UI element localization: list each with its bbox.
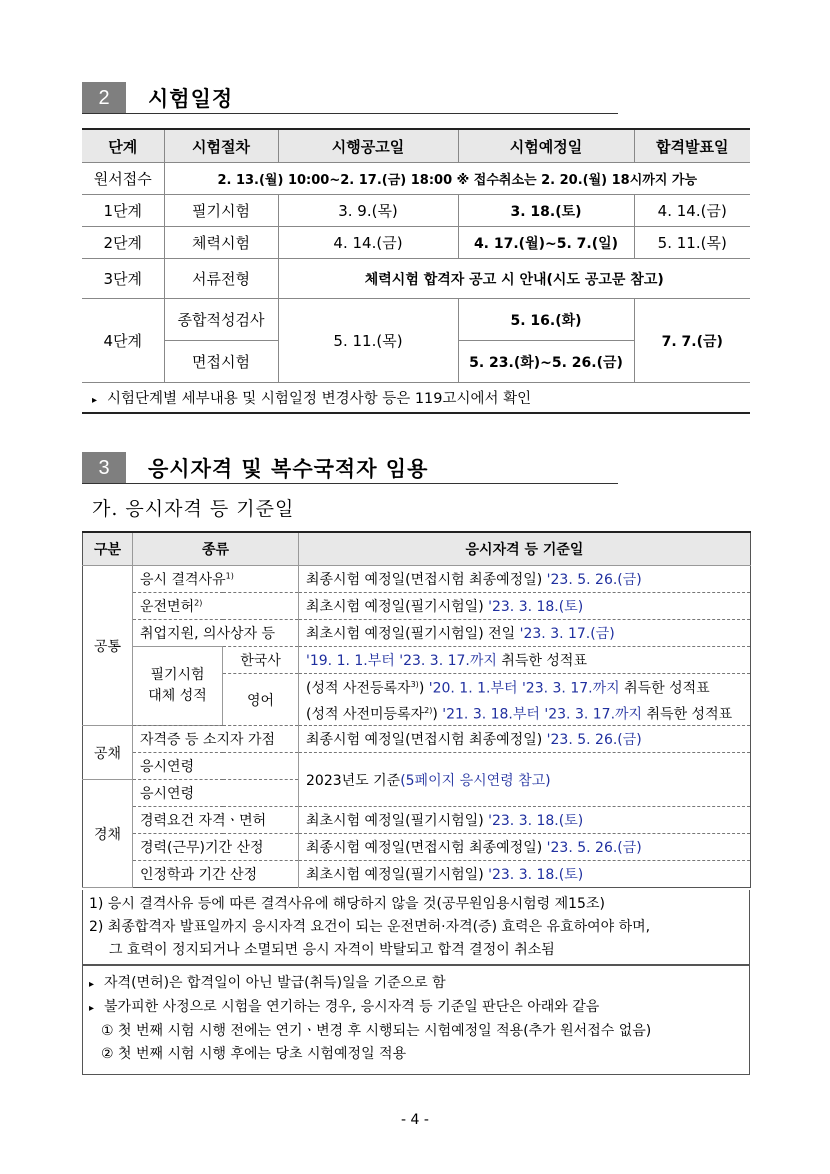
stage-cell: 2단계 (82, 227, 164, 259)
header-cell: 구분 (83, 532, 133, 566)
group-cell-gongchae: 공채 (83, 726, 133, 780)
table-header-row (83, 532, 751, 566)
stage-cell: 1단계 (82, 195, 164, 227)
table-row (82, 227, 750, 259)
notice-date-cell: 3. 9.(목) (278, 195, 458, 227)
document-screening-cell: 체력시험 합격자 공고 시 안내(시도 공고문 참고) (278, 259, 750, 299)
result-date-cell: 4. 14.(금) (634, 195, 750, 227)
table-row (83, 753, 751, 780)
table-row (83, 726, 751, 753)
apply-period-cell: 2. 13.(월) 10:00~2. 17.(금) 18:00 ※ 접수취소는 2. 20.(월) 18시까지 가능 (164, 163, 750, 195)
kind-cell: 인정학과 기간 산정 (133, 861, 299, 888)
group-cell-common: 공통 (83, 566, 133, 726)
page-number: - 4 - (401, 1112, 429, 1128)
schedule-note (82, 383, 750, 413)
table-row (83, 861, 751, 888)
kind-cell: 응시연령 (133, 753, 299, 780)
exam-date-cell: 5. 23.(화)~5. 26.(금) (458, 341, 634, 383)
table-row (82, 259, 750, 299)
sub-kind-cell: 영어 (223, 674, 299, 726)
note-item: ② 첫 번째 시험 시행 후에는 당초 시험예정일 적용 (101, 1046, 407, 1062)
footnote-box (82, 890, 750, 965)
footnote: 2) 최종합격자 발표일까지 응시자격 요건이 되는 운전면허·자격(증) 효력은 유효하여야 하며, (89, 919, 651, 935)
base-date-cell: 최종시험 예정일(면접시험 최종예정일) '23. 5. 26.(금) (299, 726, 751, 753)
table-row (83, 807, 751, 834)
section-number: 3 (82, 452, 126, 484)
base-date-cell: '19. 1. 1.부터 '23. 3. 17.까지 취득한 성적표 (299, 647, 751, 674)
header-cell: 시험절차 (164, 129, 278, 163)
header-cell: 시험예정일 (458, 129, 634, 163)
table-header-row (82, 129, 750, 163)
kind-cell: 응시 결격사유$^{1)}$ (133, 566, 299, 593)
base-date-cell: 최초시험 예정일(필기시험일) '23. 3. 18.(토) (299, 861, 751, 888)
note-item: ① 첫 번째 시험 시행 전에는 연기ㆍ변경 후 시행되는 시험예정일 적용(추가 원서접수 없음) (101, 1023, 652, 1039)
base-date-cell: (성적 사전등록자$^{3)}$) '20. 1. 1.부터 '23. 3. 17.까지 취득한 성적표 (성적 사전미등록자$^{2)}$) '21. 3. 18.부터 '23. 3. 17.까지 취득한 성적표 (299, 674, 751, 726)
procedure-cell: 체력시험 (164, 227, 278, 259)
notes-box (82, 965, 750, 1075)
kind-cell: 응시연령 (133, 780, 299, 807)
header-cell: 합격발표일 (634, 129, 750, 163)
exam-date-cell: 4. 17.(월)~5. 7.(일) (458, 227, 634, 259)
base-date-cell: 최종시험 예정일(면접시험 최종예정일) '23. 5. 26.(금) (299, 834, 751, 861)
section-number: 2 (82, 82, 126, 114)
group-cell-gyeongchae: 경채 (83, 780, 133, 888)
base-date-cell: 최종시험 예정일(면접시험 최종예정일) '23. 5. 26.(금) (299, 566, 751, 593)
kind-cell: 자격증 등 소지자 가점 (133, 726, 299, 753)
note-item: ▸ 자격(면허)은 합격일이 아닌 발급(취득)일을 기준으로 함 (89, 975, 446, 991)
note-item: ▸ 불가피한 사정으로 시험을 연기하는 경우, 응시자격 등 기준일 판단은 아래와 같음 (89, 999, 600, 1015)
exam-date-cell: 3. 18.(토) (458, 195, 634, 227)
kind-cell: 경력요건 자격ㆍ면허 (133, 807, 299, 834)
stage-cell: 4단계 (82, 299, 164, 383)
section-underline (82, 483, 618, 484)
header-cell: 응시자격 등 기준일 (299, 532, 751, 566)
note-text: 시험단계별 세부내용 및 시험일정 변경사항 등은 119고시에서 확인 (107, 390, 532, 407)
result-date-cell: 7. 7.(금) (634, 299, 750, 383)
notice-date-cell: 5. 11.(목) (278, 299, 458, 383)
stage-cell: 3단계 (82, 259, 164, 299)
kind-cell: 경력(근무)기간 산정 (133, 834, 299, 861)
footnote: 1) 응시 결격사유 등에 따른 결격사유에 해당하지 않을 것(공무원임용시험령 제15조) (89, 896, 605, 912)
procedure-cell: 필기시험 (164, 195, 278, 227)
kind-cell: 운전면허$^{2)}$ (133, 593, 299, 620)
base-date-cell: 최초시험 예정일(필기시험일) '23. 3. 18.(토) (299, 807, 751, 834)
section-2-heading (82, 82, 233, 114)
notice-date-cell: 4. 14.(금) (278, 227, 458, 259)
footnote: 그 효력이 정지되거나 소멸되면 응시 자격이 박탈되고 합격 결정이 취소됨 (109, 942, 555, 958)
table-row (83, 620, 751, 647)
kind-cell: 필기시험 대체 성적 (133, 647, 223, 726)
procedure-cell: 면접시험 (164, 341, 278, 383)
exam-date-cell: 5. 16.(화) (458, 299, 634, 341)
sub-kind-cell: 한국사 (223, 647, 299, 674)
table-note-row (82, 383, 750, 413)
section-3-heading (82, 452, 428, 484)
header-cell: 시행공고일 (278, 129, 458, 163)
table-row (83, 566, 751, 593)
table-row (83, 593, 751, 620)
qualification-date-table (82, 531, 751, 888)
base-date-cell: 최초시험 예정일(필기시험일) '23. 3. 18.(토) (299, 593, 751, 620)
triangle-bullet-icon: ▸ (89, 979, 95, 990)
triangle-bullet-icon: ▸ (92, 394, 98, 406)
header-cell: 단계 (82, 129, 164, 163)
table-row (82, 163, 750, 195)
exam-schedule-table (82, 128, 750, 414)
base-date-cell: 최초시험 예정일(필기시험일) 전일 '23. 3. 17.(금) (299, 620, 751, 647)
procedure-cell: 서류전형 (164, 259, 278, 299)
triangle-bullet-icon: ▸ (89, 1003, 95, 1014)
kind-cell: 취업지원, 의사상자 등 (133, 620, 299, 647)
table-row (83, 834, 751, 861)
result-date-cell: 5. 11.(목) (634, 227, 750, 259)
stage-cell: 원서접수 (82, 163, 164, 195)
procedure-cell: 종합적성검사 (164, 299, 278, 341)
table-row (82, 195, 750, 227)
section-underline (82, 113, 618, 114)
base-date-cell: 2023년도 기준(5페이지 응시연령 참고) (299, 753, 751, 807)
table-row (82, 299, 750, 341)
subsection-title: 가. 응시자격 등 기준일 (92, 498, 295, 520)
table-row (83, 647, 751, 674)
section-title: 응시자격 및 복수국적자 임용 (148, 457, 429, 481)
section-title: 시험일정 (148, 87, 234, 111)
header-cell: 종류 (133, 532, 299, 566)
